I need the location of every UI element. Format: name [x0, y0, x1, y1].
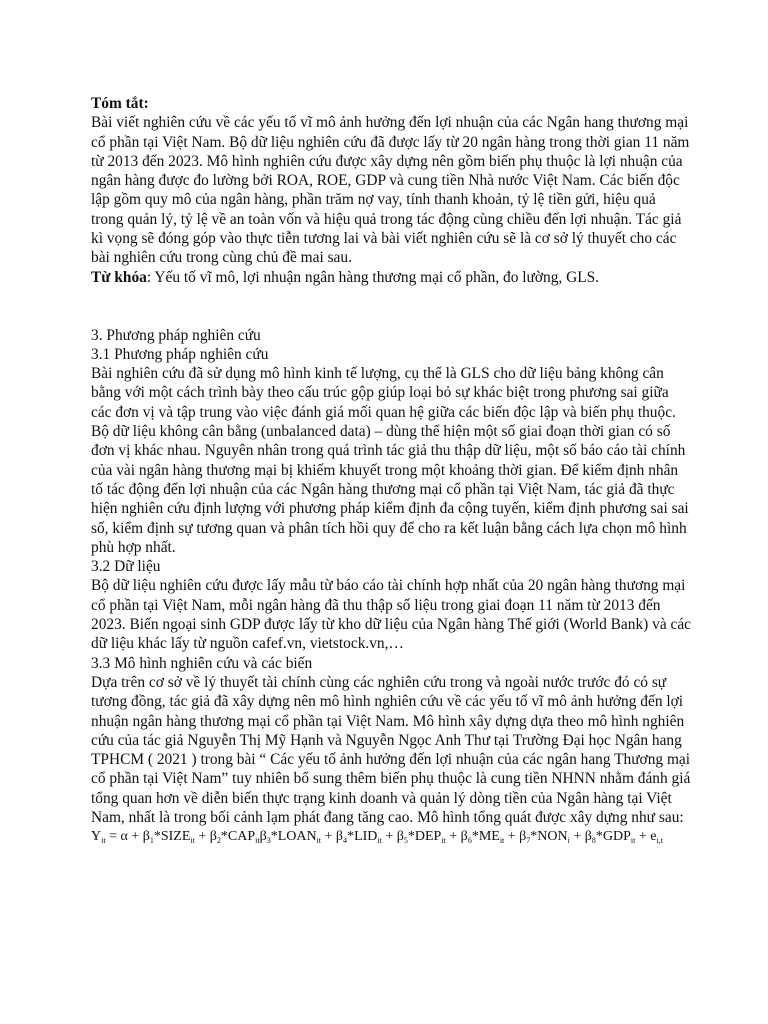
abstract-body: Bài viết nghiên cứu về các yếu tố vĩ mô ảnh hưởng đến lợi nhuận của các Ngân hang thương mại cổ phần tại Việt Nam. Bộ dữ liệu nghiên cứu đã được lấy từ 20 ngân hàng trong thời gian 11 năm từ 2013 đến 2023. Mô hình nghiên cứu được xây dựng nên gồm biến phụ thuộc là lợi nhuận của ngân hàng được đo lường bởi ROA, ROE, GDP và cung tiền Nhà nước Việt Nam. Các biến độc lập gồm quy mô của ngân hàng, phần trăm nợ vay, tính thanh khoản, tỷ lệ tiền gửi, hiệu quả trong quản lý, tỷ lệ về an toàn vốn và hiệu quả trong tác động cùng chiều đến lợi nhuận. Tác giả kì vọng sẽ đóng góp vào thực tiễn tương lai và bài viết nghiên cứu sẽ là cơ sở lý thuyết cho các bài nghiên cứu trong cùng chủ đề mai sau. — [91, 114, 690, 267]
keywords-line — [91, 268, 691, 287]
formula-term: β — [259, 829, 267, 845]
formula-subscript: it — [255, 836, 260, 846]
section-3-1-paragraph-1: Bài nghiên cứu đã sử dụng mô hình kinh tế lượng, cụ thể là GLS cho dữ liệu bảng không cân bằng với một cách trình bày theo cấu trúc gộp giúp loại bỏ sự khác biệt trong phương sai giữa các đơn vị và tập trung vào việc đánh giá mối quan hệ giữa các biến độc lập và biến phụ thuộc. — [91, 365, 676, 421]
formula-term: *GDP — [595, 829, 631, 845]
formula-term: + β — [445, 829, 468, 845]
section-3-3-title: 3.3 Mô hình nghiên cứu và các biến — [91, 654, 313, 672]
formula-subscript: 6 — [467, 836, 472, 846]
formula-subscript: 3 — [266, 836, 271, 846]
formula-subscript: it — [499, 836, 505, 846]
section-3-2-paragraph: Bộ dữ liệu nghiên cứu được lấy mẫu từ báo cáo tài chính hợp nhất của 20 ngân hàng thương mại cổ phần tại Việt Nam, mỗi ngân hàng đã thu thập số liệu trong giai đoạn 11 năm từ 2013 đến 2023. Biến ngoại sinh GDP được lấy từ kho dữ liệu của Ngân hàng Thế giới (World Bank) và các dữ liệu khác lấy từ nguồn cafef.vn, vietstock.vn,… — [91, 577, 691, 653]
formula-subscript: it — [630, 836, 636, 846]
regression-formula — [91, 828, 691, 850]
formula-subscript: 2 — [216, 836, 221, 846]
formula-term: + e — [635, 829, 657, 845]
formula-term: *LID — [347, 829, 378, 845]
formula-term: + β — [194, 829, 217, 845]
formula-subscript: it — [101, 836, 106, 846]
formula-subscript: 7 — [526, 836, 531, 846]
formula-subscript: i,t — [656, 836, 663, 846]
section-spacer — [91, 287, 691, 326]
section-3-title: 3. Phương pháp nghiên cứu — [91, 326, 261, 344]
formula-term: + β — [569, 829, 592, 845]
formula-subscript: it — [316, 836, 322, 846]
formula-term: *ME — [471, 829, 500, 845]
section-3-1-title: 3.1 Phương pháp nghiên cứu — [91, 345, 269, 363]
formula-term: *SIZE — [153, 829, 191, 845]
keywords-text: : Yếu tố vĩ mô, lợi nhuận ngân hàng thương mại cổ phần, đo lường, GLS. — [146, 268, 600, 286]
formula-term: + β — [381, 829, 404, 845]
formula-term: *DEP — [407, 829, 442, 845]
formula-term: + β — [504, 829, 527, 845]
section-3-2-title: 3.2 Dữ liệu — [91, 558, 161, 576]
formula-subscript: it — [377, 836, 382, 846]
formula-subscript: 4 — [343, 836, 348, 846]
formula-term: Y — [91, 829, 102, 845]
formula-subscript: it — [190, 836, 195, 846]
keywords-label: Từ khóa — [91, 268, 147, 286]
abstract-heading-label: Tóm tắt: — [91, 95, 149, 112]
formula-subscript: 5 — [403, 836, 408, 846]
formula-term: + β — [321, 829, 344, 845]
formula-term: = α + β — [105, 829, 150, 845]
abstract-heading — [91, 94, 691, 113]
formula-subscript: i — [567, 836, 570, 846]
formula-term: *CAP — [220, 829, 256, 845]
document-page — [91, 94, 691, 850]
section-3-3-paragraph: Dựa trên cơ sở về lý thuyết tài chính cùng các nghiên cứu trong và ngoài nước trước đó có sự tương đồng, tác giả đã xây dựng nên mô hình nghiên cứu về các yếu tố vĩ mô ảnh hưởng đến lợi nhuận ngân hàng thương mại cổ phần tại Việt Nam. Mô hình xây dựng dựa theo mô hình nghiên cứu của tác giả Nguyễn Thị Mỹ Hạnh và Nguyễn Ngọc Anh Thư tại Trường Đại học Ngân hang TPHCM ( 2021 ) trong bài “ Các yếu tố ảnh hưởng đến lợi nhuận của các ngân hang Thương mại cổ phần tại Việt Nam” tuy nhiên bổ sung thêm biến phụ thuộc là cung tiền NHNN nhằm đánh giá tổng quan hơn về diễn biến thực trạng kinh doanh và quản lý dòng tiền của Ngân hàng tại Việt Nam, nhất là trong bối cảnh lạm phát đang tăng cao. Mô hình tổng quát được xây dựng như sau: — [91, 673, 691, 826]
formula-term: *LOAN — [270, 829, 317, 845]
formula-subscript: it — [441, 836, 446, 846]
formula-subscript: 1 — [149, 836, 154, 846]
section-3-1-paragraph-2: Bộ dữ liệu không cân bằng (unbalanced data) – dùng thể hiện một số giai đoạn thời gian có số đơn vị khác nhau. Nguyên nhân trong quá trình tác giả thu thập dữ liệu, một số báo cáo tài chính của vài ngân hàng thương mại bị khiếm khuyết trong một khoảng thời gian. Để kiểm định nhân tố tác động đến lợi nhuận của các Ngân hàng thương mại cổ phần tại Việt Nam, tác giả đã thực hiện nghiên cứu định lượng với phương pháp kiểm định đa cộng tuyến, kiểm định phương sai sai số, kiểm định sự tương quan và phân tích hồi quy để cho ra kết luận bằng cách lựa chọn mô hình phù hợp nhất. — [91, 423, 689, 556]
formula-term: *NON — [530, 829, 568, 845]
formula-subscript: 8 — [591, 836, 596, 846]
